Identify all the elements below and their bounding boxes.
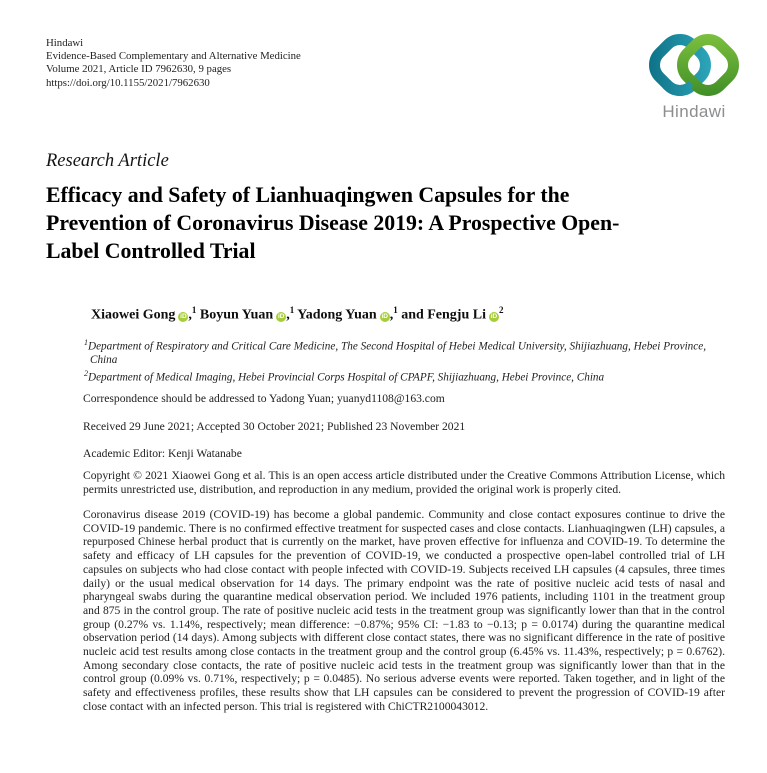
copyright-notice: Copyright © 2021 Xiaowei Gong et al. This is an open access article distributed under the Creative Commons Attribution License, which permits unrestricted use, distribution, and reproduction in any medium, provided the original work is properly cited.: [83, 469, 725, 496]
author-name: Boyun Yuan: [199, 307, 274, 323]
author-name: Xiaowei Gong: [91, 307, 176, 323]
hindawi-logo: [644, 33, 744, 120]
volume-info: Volume 2021, Article ID 7962630, 9 pages: [46, 63, 232, 76]
hindawi-wordmark: Hindawi: [662, 102, 726, 121]
affiliation-item: $^1$Department of Respiratory and Critical Care Medicine, The Second Hospital of Hebei Medical University, Shijiazhuang, Hebei Province, China: [84, 338, 706, 366]
abstract-paragraph: Coronavirus disease 2019 (COVID-19) has become a global pandemic. Community and close contact exposures continue to drive the COVID-19 pandemic. There is no confirmed effective treatment for suspected cases and close contacts. Lianhuaqingwen (LH) capsules, a repurposed Chinese herbal product that is currently on the market, have proven effective for influenza and COVID-19. To determine the safety and efficacy of LH capsules for the prevention of COVID-19, we conducted a prospective open-label controlled trial of LH capsules on subjects who had close contact with people infected with COVID-19. Subjects received LH capsules (4 capsules, three times daily) or the usual medical observation for 14 days. The primary endpoint was the rate of positive nucleic acid tests of nasal and pharyngeal swabs during the quarantine medical observation period. We included 1976 patients, including 1101 in the treatment group and 875 in the control group. The rate of positive nucleic acid tests in the treatment group was significantly lower than that in the control group (0.27% vs. 1.14%, respectively; mean difference: −0.87%; 95% CI: −1.83 to −0.13; p = 0.0174) during the quarantine medical observation period (14 days). Among subjects with different close contact states, there was no significant difference in the rate of positive nucleic acid test results among close contacts in the treatment group and the control group (6.45% vs. 11.43%, respectively; p = 0.6762). Among secondary close contacts, the rate of positive nucleic acid tests in the treatment group was significantly lower than that in the control group (0.09% vs. 0.71%, respectively; p = 0.0485). No serious adverse events were reported. Taken together, and in light of the safety and effectiveness profiles, these results show that LH capsules can be considered to prevent the progression of COVID-19 after close contact with an infected person. This trial is registered with ChiCTR2100043012.: [83, 508, 725, 713]
affiliation-mark: 1: [393, 305, 398, 315]
affiliation-mark: 1: [191, 305, 197, 315]
academic-editor-line: Academic Editor: Kenji Watanabe: [83, 447, 242, 460]
affiliation-mark: 1: [289, 305, 295, 315]
affiliations-block: [84, 336, 706, 385]
orcid-icon[interactable]: iD: [490, 312, 498, 320]
affiliation-number: 1: [84, 338, 88, 347]
publisher-name: Hindawi: [46, 37, 84, 49]
doi-link[interactable]: https://doi.org/10.1155/2021/7962630: [46, 76, 210, 89]
correspondence-text: Correspondence should be addressed to Yadong Yuan;: [83, 392, 337, 405]
orcid-icon[interactable]: iD: [381, 312, 388, 320]
orcid-icon[interactable]: iD: [277, 312, 285, 320]
authors-line: Xiaowei Gong iD ,$^1$ Boyun Yuan iD ,$^1$ Yadong Yuan iD ,$^1$ and Fengju Li $iD^2$: [91, 305, 504, 323]
affiliation-mark: 2: [499, 305, 504, 315]
article-type-label: Research Article: [46, 151, 169, 171]
affiliation-number: 2: [84, 369, 88, 379]
correspondence-line: [83, 392, 445, 405]
correspondence-email-link[interactable]: yuanyd1108@163.com: [336, 392, 445, 405]
journal-header: [46, 37, 301, 90]
author-name: Yadong Yuan: [297, 307, 377, 323]
journal-name: Evidence-Based Complementary and Alternative Medicine: [46, 50, 301, 63]
hindawi-rings-icon: [644, 33, 744, 101]
author-name: and Fengju Li: [401, 307, 486, 323]
article-history-line: Received 29 June 2021; Accepted 30 October 2021; Published 23 November 2021: [83, 420, 466, 433]
article-title: Efficacy and Safety of Lianhuaqingwen Capsules for the Prevention of Coronavirus Disease 2019: A Prospective Open-Label Controlled Trial: [46, 183, 620, 263]
orcid-icon[interactable]: iD: [180, 312, 187, 320]
affiliation-item: $^2$Department of Medical Imaging, Hebei Provincial Corps Hospital of CPAPF, Shijiazhuang, Hebei Province, China: [84, 369, 605, 384]
